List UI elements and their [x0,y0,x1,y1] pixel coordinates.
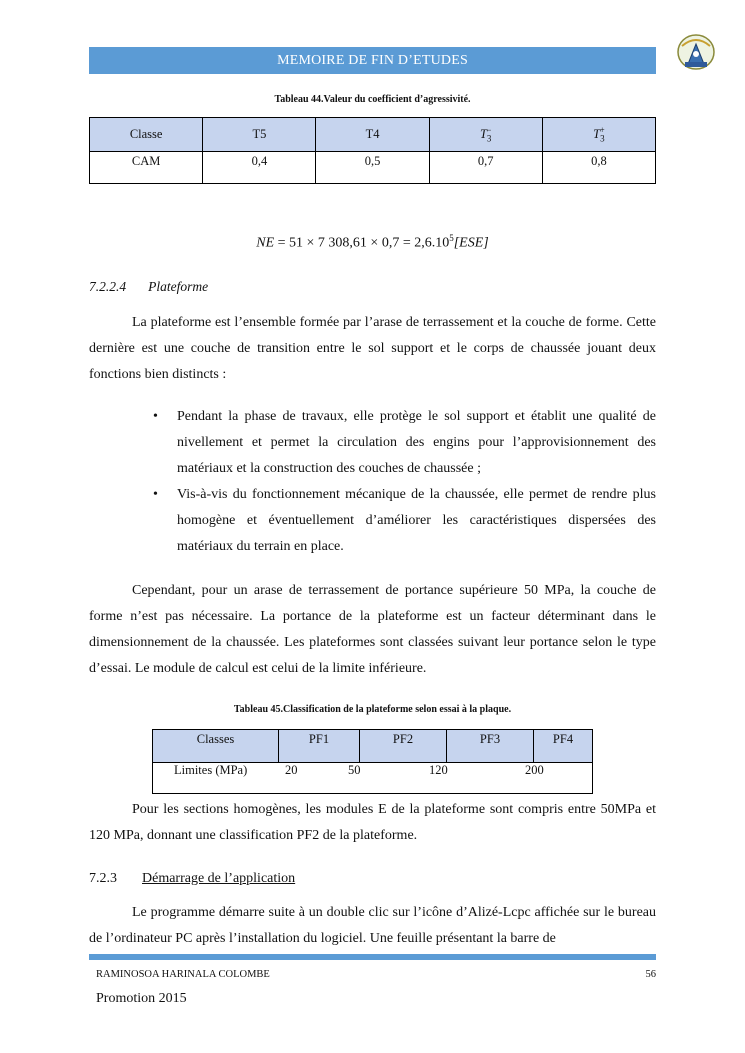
header-cell-t4: T4 [316,118,429,152]
header-cell-classe: Classe [90,118,203,152]
university-logo-icon [676,32,716,76]
paragraph-portance: Cependant, pour un arase de terrassement de portance supérieure 50 MPa, la couche de forme n’est pas nécessaire. La portance de la plateforme est un facteur déterminant dans le dimensionnement de la chaussée. Les plateformes sont classées suivant leur portance selon le type d’essai. Le module de calcul est celui de la limite inférieure. [89,583,656,676]
cell-t3-minus-value: 0,7 [429,152,542,184]
limit-value: 120 [429,763,448,777]
cell-cam: CAM [90,152,203,184]
footer-promotion: Promotion 2015 [96,991,187,1006]
bullet-list-functions [153,404,656,560]
header-cell-pf1: PF1 [279,730,360,763]
footer-divider [89,954,656,960]
section-heading-plateforme: 7.2.2.4 Plateforme [89,279,209,294]
ne-formula: NE = 51 × 7 $308,61 \times 0,7 = 2,6.10^5[ESE]$ [256,233,489,251]
paragraph-demarrage: Le programme démarre suite à un double clic sur l’icône d’Alizé-Lcpc affichée sur le bureau de l’ordinateur PC après l’installation du logiciel. Une feuille présentant la barre de [89,905,656,946]
page-number: 56 [645,969,656,980]
limit-value: 50 [348,763,361,777]
list-item: • Vis-à-vis du fonctionnement mécanique de la chaussée, elle permet de rendre plus homogène et éventuellement d’améliorer les caractéristiques dispersées des matériaux du terrain en place. [153,482,656,560]
header-cell-pf3: PF3 [447,730,534,763]
limits-row [152,762,593,794]
plateforme-classification-table [152,729,593,763]
table44-caption: Tableau 44.Valeur du coefficient d’agressivité. [274,94,471,105]
header-cell-pf2: PF2 [360,730,447,763]
page-header-title: MEMOIRE DE FIN D’ETUDES [89,47,656,74]
limit-value: 200 [525,763,544,777]
paragraph-plateforme-definition: La plateforme est l’ensemble formée par l’arase de terrassement et la couche de forme. Cette dernière est une couche de transition entre le sol support et le corps de chaussée jouant deux fonctions bien distincts : [89,315,656,382]
paragraph-pf2-conclusion: Pour les sections homogènes, les modules E de la plateforme sont compris entre 50MPa et 120 MPa, donnant une classification PF2 de la plateforme. [89,802,656,843]
cell-t5-value: 0,4 [203,152,316,184]
cell-t3-plus-value: 0,8 [542,152,655,184]
header-cell-classes: Classes [153,730,279,763]
limit-value: 20 [285,763,298,777]
footer-author: RAMINOSOA HARINALA COLOMBE [96,969,270,980]
limits-label: Limites (MPa) [174,763,248,777]
aggressivity-table [89,117,656,184]
header-cell-t5: T5 [203,118,316,152]
header-cell-pf4: PF4 [534,730,593,763]
list-item: • Pendant la phase de travaux, elle protège le sol support et établit une qualité de nivellement et permet la circulation des engins pour l’approvisionnement des matériaux et la construction des couches de chaussée ; [153,404,656,482]
cell-t4-value: 0,5 [316,152,429,184]
section-heading-demarrage: 7.2.3 Démarrage de l’application [89,871,296,886]
header-cell-t3-plus: $T_3^+$ [542,118,655,152]
header-cell-t3-minus: $T_3^-$ [429,118,542,152]
table45-caption: Tableau 45.Classification de la plateforme selon essai à la plaque. [233,704,512,715]
